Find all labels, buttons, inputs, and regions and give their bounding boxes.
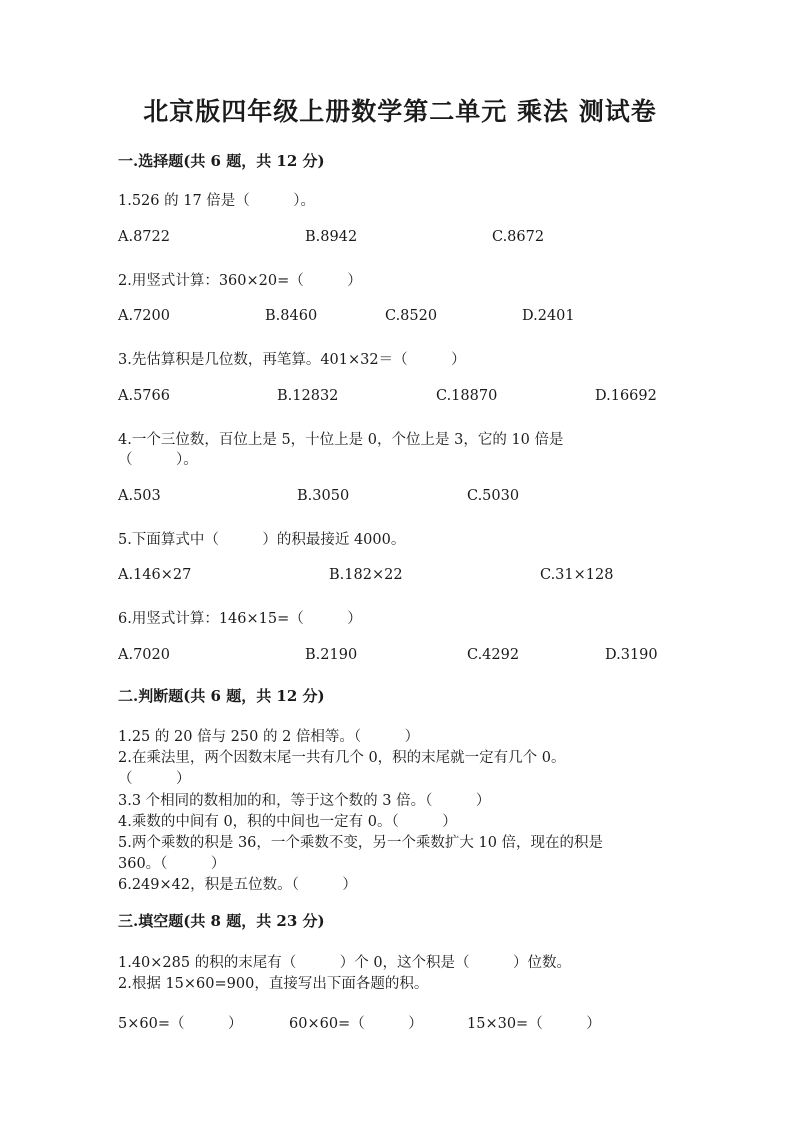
option-d: D.3190 (605, 647, 658, 663)
option-b: B.12832 (277, 388, 339, 404)
option-a: A.146×27 (118, 567, 192, 583)
question-text: 2.用竖式计算：360×20=（ ） (118, 273, 362, 289)
judgment-line: 6.249×42，积是五位数。（ ） (118, 877, 357, 893)
judgment-line: 360。（ ） (118, 856, 226, 872)
option-a: A.7020 (118, 647, 170, 663)
option-b: B.182×22 (329, 567, 403, 583)
fill-item: 15×30=（ ） (467, 1016, 601, 1032)
option-a: A.7200 (118, 308, 170, 324)
option-b: B.3050 (297, 488, 350, 504)
section-header: 三.填空题(共 8 题，共 23 分) (118, 912, 325, 930)
option-b: B.8942 (305, 229, 358, 245)
option-c: C.5030 (467, 488, 520, 504)
judgment-line: 3.3 个相同的数相加的和，等于这个数的 3 倍。（ ） (118, 793, 491, 809)
option-a: A.503 (118, 488, 161, 504)
option-b: B.2190 (305, 647, 358, 663)
option-a: A.8722 (118, 229, 170, 245)
judgment-line: （ ） (118, 771, 191, 787)
fill-item: 60×60=（ ） (289, 1016, 423, 1032)
question-text: 3.先估算积是几位数，再笔算。401×32＝（ ） (118, 352, 466, 368)
option-d: D.2401 (522, 308, 575, 324)
option-d: D.16692 (595, 388, 657, 404)
question-text: 4.一个三位数，百位上是 5，十位上是 0，个位上是 3，它的 10 倍是 (118, 432, 564, 448)
judgment-line: 4.乘数的中间有 0，积的中间也一定有 0。（ ） (118, 814, 457, 830)
question-text: 5.下面算式中（ ）的积最接近 4000。 (118, 532, 406, 548)
question-text: 1.526 的 17 倍是（ ）。 (118, 193, 316, 209)
option-c: C.8672 (492, 229, 545, 245)
option-a: A.5766 (118, 388, 170, 404)
fill-line: 2.根据 15×60=900，直接写出下面各题的积。 (118, 976, 429, 992)
section-header: 一.选择题(共 6 题，共 12 分) (118, 152, 325, 170)
fill-item: 5×60=（ ） (118, 1016, 243, 1032)
page-title: 北京版四年级上册数学第二单元 乘法 测试卷 (143, 97, 657, 126)
option-c: C.4292 (467, 647, 520, 663)
option-c: C.18870 (436, 388, 498, 404)
section-header: 二.判断题(共 6 题，共 12 分) (118, 687, 325, 705)
option-c: C.8520 (385, 308, 438, 324)
judgment-line: 1.25 的 20 倍与 250 的 2 倍相等。（ ） (118, 729, 420, 745)
judgment-line: 5.两个乘数的积是 36，一个乘数不变，另一个乘数扩大 10 倍，现在的积是 (118, 835, 604, 851)
fill-line: 1.40×285 的积的末尾有（ ）个 0，这个积是（ ）位数。 (118, 955, 572, 971)
option-c: C.31×128 (540, 567, 614, 583)
option-b: B.8460 (265, 308, 318, 324)
question-text: 6.用竖式计算：146×15=（ ） (118, 611, 362, 627)
judgment-line: 2.在乘法里，两个因数末尾一共有几个 0，积的末尾就一定有几个 0。 (118, 750, 566, 766)
question-text-continued: （ ）。 (118, 452, 198, 468)
